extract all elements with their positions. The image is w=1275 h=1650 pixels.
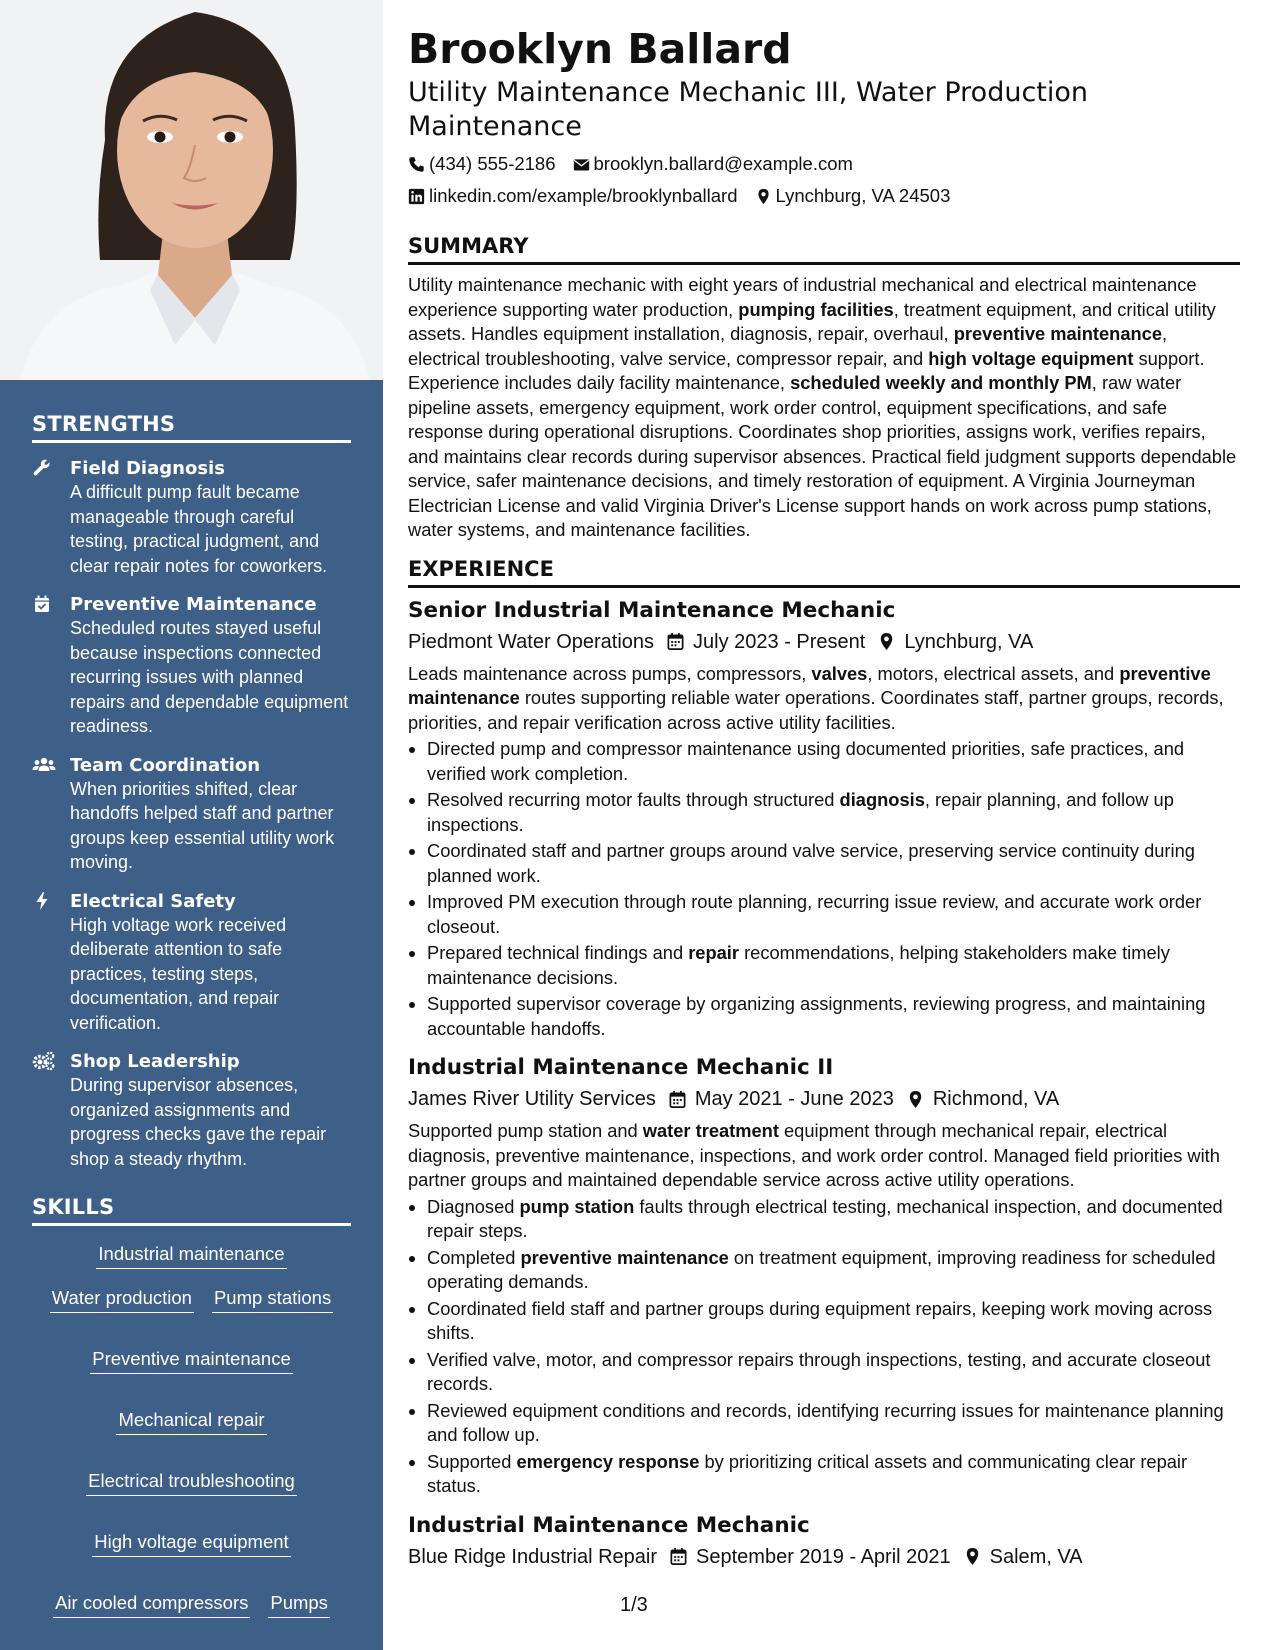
- strength-description: A difficult pump fault became manageable through careful testing, practical judgment, and clear repair notes for coworkers.: [70, 482, 328, 576]
- location-contact: [755, 180, 951, 212]
- calendar-icon: [666, 632, 685, 651]
- job-headline: Utility Maintenance Mechanic III, Water Production Maintenance: [408, 77, 1089, 142]
- summary-keyword: pumping facilities: [738, 298, 894, 320]
- strength-item: [32, 1050, 351, 1171]
- desc-keyword: valves: [811, 662, 868, 684]
- summary-keyword: high voltage equipment: [928, 347, 1134, 369]
- map-pin-icon: [877, 632, 896, 651]
- job-dates: July 2023 - Present: [693, 630, 866, 653]
- location-text: Lynchburg, VA 24503: [775, 185, 951, 206]
- map-pin-icon: [755, 188, 772, 205]
- gears-icon: [32, 1051, 56, 1073]
- skill-chip: Preventive maintenance: [90, 1347, 292, 1374]
- map-pin-icon: [963, 1547, 982, 1566]
- skill-chip: Air cooled compressors: [53, 1591, 250, 1618]
- contact-info: [408, 148, 1240, 212]
- job-bullets: [408, 737, 1240, 1041]
- company-name: Piedmont Water Operations: [408, 630, 655, 653]
- summary-text: [408, 273, 1240, 543]
- desc-keyword: water treatment: [642, 1120, 779, 1141]
- linkedin-text: linkedin.com/example/brooklynballard: [429, 185, 738, 206]
- skills-list: [32, 1242, 351, 1618]
- envelope-icon: [573, 156, 590, 173]
- bullet-item: • Directed pump and compressor maintenance using documented priorities, safe practices, and verified work completion.: [427, 737, 1240, 786]
- job-description: [408, 662, 1240, 736]
- desc-keyword: preventive maintenance: [408, 662, 1211, 708]
- job-location: Salem, VA: [989, 1545, 1083, 1568]
- phone-contact[interactable]: [408, 148, 556, 180]
- experience-heading: EXPERIENCE: [408, 557, 1240, 588]
- job-description: [408, 1119, 1240, 1193]
- wrench-icon: [32, 458, 56, 480]
- desc-segment: , motors, electrical assets, and: [867, 662, 1120, 684]
- desc-segment: Leads maintenance across pumps, compressors,: [408, 662, 812, 684]
- strength-title: Field Diagnosis: [70, 458, 225, 479]
- users-icon: [32, 755, 56, 777]
- bullet-item: • Resolved recurring motor faults through structured diagnosis, repair planning, and follow up inspections.: [427, 788, 1240, 837]
- summary-segment: Utility maintenance mechanic with eight years of industrial mechanical and electrical maintenance experience supporting water production,: [408, 274, 1197, 320]
- phone-icon: [408, 156, 425, 173]
- job-location: Lynchburg, VA: [904, 630, 1034, 653]
- summary-segment: , treatment equipment, and critical utility assets. Handles equipment installation, diagnosis, repair, overhaul,: [408, 298, 1216, 344]
- desc-segment: Supported pump station and: [408, 1120, 643, 1141]
- job-meta: [408, 626, 1240, 658]
- email-contact[interactable]: [573, 148, 853, 180]
- strengths-heading: STRENGTHS: [32, 412, 351, 443]
- summary-segment: , electrical troubleshooting, valve service, compressor repair, and: [408, 323, 1168, 369]
- strength-title: Electrical Safety: [70, 890, 236, 912]
- portrait-illustration: [0, 0, 383, 380]
- desc-segment: routes supporting reliable water operations. Coordinates staff, partner groups, records, priorities, and repair verification across active utility facilities.: [408, 687, 1224, 733]
- desc-segment: equipment through mechanical repair, electrical diagnosis, preventive maintenance, inspections, and work order control. Managed field priorities with partner groups and maintained dependable service across active utility operations.: [408, 1120, 1220, 1190]
- company-name: Blue Ridge Industrial Repair: [408, 1545, 658, 1568]
- map-pin-icon: [906, 1090, 925, 1109]
- profile-photo: [0, 0, 383, 380]
- strength-title: Preventive Maintenance: [70, 594, 317, 615]
- calendar-check-icon: [32, 594, 56, 616]
- strength-item: [32, 457, 351, 578]
- company-name: James River Utility Services: [408, 1088, 656, 1110]
- strength-description: High voltage work received deliberate attention to safe practices, testing steps, documentation, and repair verification.: [70, 914, 287, 1033]
- job-title: Industrial Maintenance Mechanic II: [408, 1055, 834, 1080]
- candidate-name: Brooklyn Ballard: [408, 25, 792, 73]
- strength-item: [32, 593, 351, 739]
- strength-description: Scheduled routes stayed useful because inspections connected recurring issues with planned repairs and dependable equipment readiness.: [70, 618, 349, 736]
- bullet-item: • Improved PM execution through route planning, recurring issue review, and accurate work order closeout.: [427, 890, 1240, 939]
- skill-chip: Pump stations: [212, 1286, 333, 1313]
- job-dates: September 2019 - April 2021: [696, 1545, 951, 1568]
- calendar-icon: [669, 1547, 688, 1566]
- sidebar: [0, 0, 383, 1650]
- page-number: 1/3: [620, 1594, 648, 1616]
- email-text: brooklyn.ballard@example.com: [593, 153, 853, 174]
- linkedin-icon: [408, 188, 425, 205]
- job-entry: [408, 1511, 1240, 1573]
- strength-item: [32, 754, 351, 875]
- skill-chip: Mechanical repair: [116, 1408, 266, 1435]
- skill-chip: High voltage equipment: [92, 1530, 290, 1557]
- bullet-item: • Coordinated field staff and partner groups during equipment repairs, keeping work moving across shifts.: [427, 1297, 1240, 1346]
- bullet-item: • Supported emergency response by prioritizing critical assets and communicating clear repair status.: [427, 1450, 1240, 1499]
- bullet-item: • Verified valve, motor, and compressor repairs through inspections, testing, and accurate closeout records.: [427, 1348, 1240, 1397]
- summary-keyword: preventive maintenance: [953, 323, 1163, 344]
- summary-keyword: scheduled weekly and monthly PM: [790, 372, 1092, 393]
- strength-item: [32, 890, 351, 1036]
- summary-heading: SUMMARY: [408, 234, 1240, 265]
- bullet-item: • Completed preventive maintenance on treatment equipment, improving readiness for scheduled operating demands.: [427, 1246, 1240, 1295]
- strength-description: During supervisor absences, organized assignments and progress checks gave the repair shop a steady rhythm.: [70, 1075, 327, 1169]
- strength-title: Shop Leadership: [70, 1051, 240, 1072]
- job-entry: [408, 596, 1240, 1042]
- phone-text: (434) 555-2186: [429, 153, 556, 174]
- job-meta: [408, 1541, 1240, 1573]
- skill-chip: Pumps: [268, 1591, 330, 1618]
- job-location: Richmond, VA: [932, 1088, 1060, 1110]
- skill-chip: Water production: [50, 1286, 194, 1313]
- strength-description: When priorities shifted, clear handoffs helped staff and partner groups keep essential utility work moving.: [70, 778, 335, 872]
- job-bullets: [408, 1195, 1240, 1499]
- bullet-item: • Prepared technical findings and repair recommendations, helping stakeholders make timely maintenance decisions.: [427, 941, 1240, 990]
- bullet-item: • Coordinated staff and partner groups around valve service, preserving service continuity during planned work.: [427, 839, 1240, 888]
- job-title: Senior Industrial Maintenance Mechanic: [408, 597, 896, 623]
- summary-segment: , raw water pipeline assets, emergency equipment, work order control, equipment specifications, and safe response during operational disruptions. Coordinates shop priorities, assigns work, verifies repairs, and maintains clear records during supervisor absences. Practical field judgment supports dependable service, safer maintenance decisions, and timely restoration of equipment. A Virginia Journeyman Electrician License and valid Virginia Driver's License support hands on work across pump stations, water systems, and maintenance facilities.: [408, 372, 1237, 540]
- bullet-item: • Diagnosed pump station faults through electrical testing, mechanical inspection, and documented repair steps.: [427, 1195, 1240, 1244]
- bullet-item: • Reviewed equipment conditions and records, identifying recurring issues for maintenance planning and follow up.: [427, 1399, 1240, 1448]
- skill-chip: Electrical troubleshooting: [86, 1469, 297, 1496]
- job-entry: [408, 1053, 1240, 1499]
- job-meta: [408, 1083, 1240, 1115]
- sidebar-content: [32, 412, 351, 1618]
- bolt-icon: [32, 891, 56, 913]
- skill-chip: Industrial maintenance: [96, 1242, 286, 1269]
- calendar-icon: [668, 1090, 687, 1109]
- strength-title: Team Coordination: [70, 754, 261, 776]
- job-title: Industrial Maintenance Mechanic: [408, 1512, 810, 1538]
- summary-segment: support. Experience includes daily facility maintenance,: [408, 347, 1205, 393]
- job-dates: May 2021 - June 2023: [694, 1088, 894, 1110]
- linkedin-contact[interactable]: [408, 180, 738, 212]
- main-content: [408, 22, 1240, 1577]
- bullet-item: • Supported supervisor coverage by organizing assignments, reviewing progress, and maintaining accountable handoffs.: [427, 992, 1240, 1041]
- skills-heading: SKILLS: [32, 1195, 351, 1226]
